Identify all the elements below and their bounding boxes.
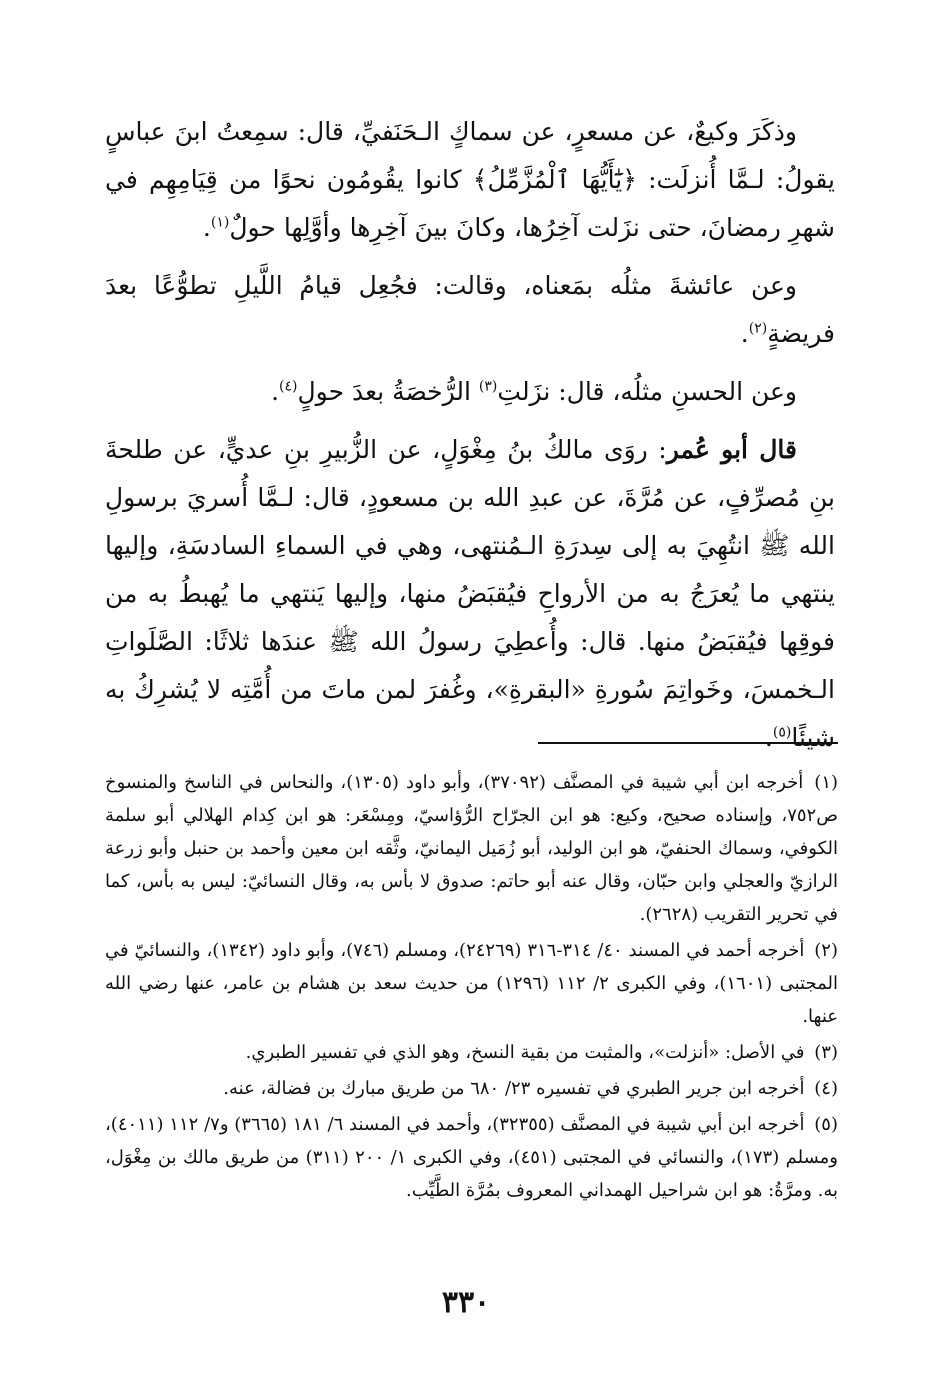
paragraph-text: : روَى مالكُ بنُ مِغْوَلٍ، عن الزُّبيرِ بنِ عديٍّ، عن طلحةَ بنِ مُصرِّفٍ، عن مُرَّةَ، عن عبدِ الله بن مسعودٍ، قال: لـمَّا أُسريَ برسولِ الله ﷺ انتُهِيَ به إلى سِدرَةِ الـمُنتهى، وهي في السماءِ السادسَةِ، وإليها ينتهي ما يُعرَجُ به من الأرواحِ فيُقبَضُ منها، وإليها يَنتهي ما يُهبطُ به من فوقِها فيُقبَضُ منها. قال: وأُعطِيَ رسولُ الله ﷺ عندَها ثلاثًا: الصَّلَواتِ الـخمسَ، وخَواتِمَ سُورةِ «البقرةِ»، وغُفرَ لمن ماتَ من أُمَّتِه لا يُشرِكُ به شيئًا [105,435,835,752]
footnote-text: أخرجه ابن أبي شيبة في المصنَّف (٣٢٣٥٥)، وأحمد في المسند ٦/ ١٨١ (٣٦٦٥) و٧/ ١١٢ (٤٠١١)، ومسلم (١٧٣)، والنسائي في المجتبى (٤٥١)، وفي الكبرى ١/ ٢٠٠ (٣١١) من طريق مالك بن مِغْوَل، به. ومرَّةُ: هو ابن شراحيل الهمداني المعروف بمُرَّة الطَّيِّب. [105,1114,838,1201]
footnote-item [105,1036,838,1069]
paragraph-end: . [740,319,749,348]
paragraph-text: وذكَرَ وكيعٌ، عن مسعرٍ، عن سماكٍ الـحَنَفيِّ، قال: سمِعتُ ابنَ عباسٍ يقولُ: لـمَّا أُنزلَت: ﴿يَٰٓأَيُّهَا ٱلْمُزَّمِّلُ﴾ كانوا يقُومُون نحوًا من قِيَامِهِم في شهرِ رمضانَ، حتى نزَلت آخِرُها، وكانَ بينَ آخِرِها وأوَّلِها حولٌ [105,117,835,242]
footnote-number: (٤) [814,1078,838,1099]
footnote-text: أخرجه أحمد في المسند ٤٠/ ٣١٤-٣١٦ (٢٤٢٦٩)، ومسلم (٧٤٦)، وأبو داود (١٣٤٢)، والنسائيّ في المجتبى (١٦٠١)، وفي الكبرى ٢/ ١١٢ (١٢٩٦) من حديث سعد بن هشام بن عامر، عنها رضي الله عنها. [105,940,838,1027]
footnote-ref: (٣) [478,378,498,395]
paragraph-text: وعن الحسنِ مثلُه، قال: نزَلتِ [497,377,797,406]
footnote-number: (١) [814,772,839,793]
footnote-text: أخرجه ابن جرير الطبري في تفسيره ٢٣/ ٦٨٠ من طريق مبارك بن فضالة، عنه. [223,1078,805,1099]
paragraph-text: الرُّخصَةُ بعدَ حولٍ [297,377,479,406]
paragraph-text: وعن عائشةَ مثلُه بمَعناه، وقالت: فجُعِل قيامُ اللَّيلِ تطوُّعًا بعدَ فريضةٍ [105,271,835,348]
footnote-item [105,934,838,1033]
footnote-ref: (٤) [279,378,298,395]
main-text [105,108,835,772]
paragraph-end: . [202,213,211,242]
footnote-ref: (٥) [772,724,792,741]
footnote-item [105,766,838,931]
footnote-number: (٣) [814,1042,838,1063]
paragraph-aisha [105,262,835,358]
footnote-ref: (١) [210,214,230,231]
paragraph-end: . [764,723,773,752]
page-number: ٣٣٠ [441,1285,491,1320]
speaker-label: قال أبو عُمر [666,435,797,464]
footnote-text: أخرجه ابن أبي شيبة في المصنَّف (٣٧٠٩٢)، وأبو داود (١٣٠٥)، والنحاس في الناسخ والمنسوخ ص٧٥٢، وإسناده صحيح، وكيع: هو ابن الجرّاح الرُّؤاسيّ، ومِسْعَر: هو ابن كِدام الهلالي أبو سلمة الكوفي، وسماك الحنفيّ، هو ابن الوليد، أبو زُمَيل اليمانيّ، وثَّقه ابن معين وأحمد بن حنبل وأبو زرعة الرازيّ والعجلي وابن حبّان، وقال عنه أبو حاتم: صدوق لا بأس به، وقال النسائيّ: ليس به بأس، كما في تحرير التقريب (٢٦٢٨). [105,772,838,925]
paragraph-end: . [271,377,280,406]
footnote-number: (٢) [814,940,838,961]
footnote-item [105,1072,838,1105]
paragraph-hasan [105,368,835,416]
footnotes [105,766,838,1210]
paragraph-waki [105,108,835,252]
footnote-number: (٥) [814,1114,838,1135]
footnote-text: في الأصل: «أنزلت»، والمثبت من بقية النسخ، وهو الذي في تفسير الطبري. [245,1042,805,1063]
footnote-item [105,1108,838,1207]
footnote-ref: (٢) [748,320,768,337]
footnote-divider [538,742,838,744]
paragraph-abu-umar [105,426,835,762]
